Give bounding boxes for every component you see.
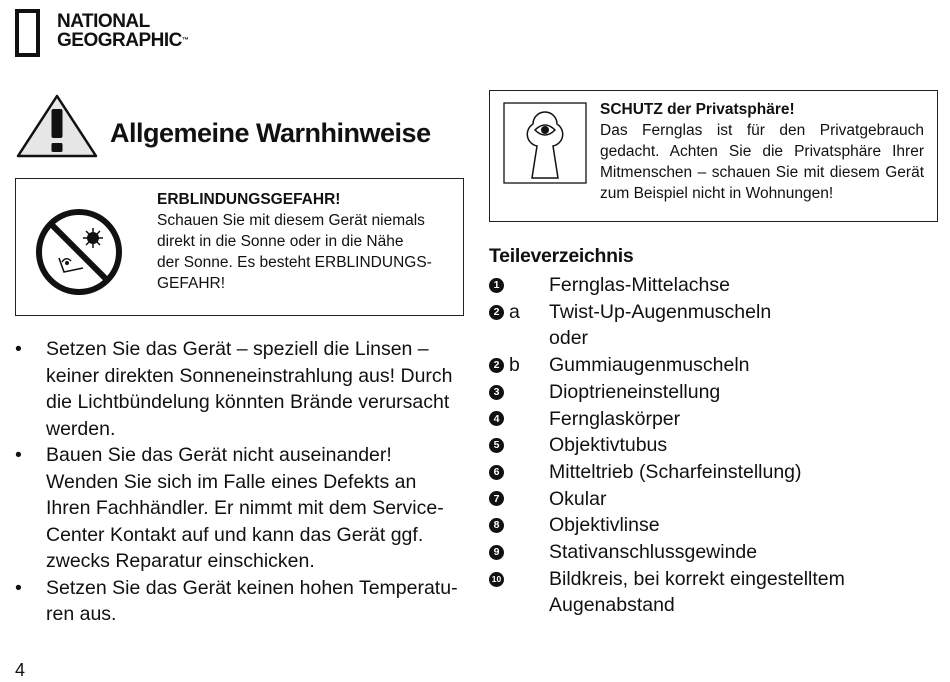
part-label: Fernglas-Mittelachse xyxy=(549,274,730,296)
part-label: Stativanschlussgewinde xyxy=(549,541,758,564)
privacy-notice-text: Das Fernglas ist für den Privatgebrauch gedacht. Achten Sie die Privatsphäre Ihrer Mitmenschen – schauen Sie mit diesem Gerät zum Beispiel nicht in Wohnungen! xyxy=(600,122,924,202)
privacy-notice-title: SCHUTZ der Privatsphäre! xyxy=(600,101,795,118)
list-item xyxy=(489,459,909,486)
blinding-warning-title: ERBLINDUNGSGEFAHR! xyxy=(157,191,341,208)
part-number xyxy=(489,325,545,352)
no-sun-viewing-icon xyxy=(33,206,125,298)
part-number-suffix: a xyxy=(509,300,520,323)
bullet-symbol: • xyxy=(15,576,22,599)
part-label: Objektivlinse xyxy=(549,514,660,537)
blinding-warning-line: GEFAHR! xyxy=(157,275,226,292)
bullet-text: Setzen Sie das Gerät – speziell die Linsen – keiner direkten Sonneneinstrahlung aus! Durch die Lichtbündelung könnten Brände verursacht werden. xyxy=(46,338,453,440)
part-number-badge: 8 xyxy=(489,518,504,533)
part-label: Gummiaugenmuscheln xyxy=(549,354,750,377)
list-item xyxy=(489,325,909,352)
part-number xyxy=(489,486,545,513)
part-number xyxy=(489,539,545,566)
list-item xyxy=(15,575,465,628)
part-number-badge: 6 xyxy=(489,465,504,480)
safety-bullet-list xyxy=(15,336,465,628)
warning-triangle-icon xyxy=(15,93,99,159)
part-number xyxy=(489,352,545,379)
part-number xyxy=(489,379,545,406)
part-label: Dioptrieneinstellung xyxy=(549,380,721,403)
part-number xyxy=(489,299,545,326)
bullet-symbol: • xyxy=(15,444,22,466)
part-number xyxy=(489,432,545,459)
blinding-warning-line: direkt in die Sonne oder in die Nähe xyxy=(157,233,404,250)
bullet-symbol: • xyxy=(15,338,22,360)
blinding-warning-line: der Sonne. Es besteht ERBLINDUNGS- xyxy=(157,254,432,271)
part-label: Okular xyxy=(549,487,607,510)
part-number-badge: 3 xyxy=(489,385,504,400)
part-number-badge: 2 xyxy=(489,305,504,320)
list-item xyxy=(489,432,909,459)
parts-list-title: Teileverzeichnis xyxy=(489,245,634,267)
list-item xyxy=(15,442,465,575)
part-label: Objektivtubus xyxy=(549,434,668,457)
part-number xyxy=(489,566,545,593)
part-label: Twist-Up-Augenmuscheln xyxy=(549,300,772,323)
part-label: Fernglaskörper xyxy=(549,407,681,430)
logo-line-1: NATIONAL xyxy=(57,11,150,32)
bullet-text: Setzen Sie das Gerät keinen hohen Temperatu-ren aus. xyxy=(46,576,458,625)
part-number xyxy=(489,406,545,433)
page-number: 4 xyxy=(15,660,26,680)
logo-line-2: GEOGRAPHIC™ xyxy=(57,30,189,51)
part-number xyxy=(489,272,545,299)
part-number-badge: 7 xyxy=(489,491,504,506)
section-heading: Allgemeine Warnhinweise xyxy=(110,118,431,148)
part-number-suffix: b xyxy=(509,354,520,377)
list-item xyxy=(489,539,909,566)
list-item xyxy=(489,486,909,513)
logo-frame-icon xyxy=(15,9,40,57)
part-number-badge: 4 xyxy=(489,411,504,426)
privacy-notice-content xyxy=(600,100,924,204)
part-number xyxy=(489,459,545,486)
bullet-text: Bauen Sie das Gerät nicht auseinander! Wenden Sie sich im Falle eines Defekts an Ihren Fachhändler. Er nimmt mit dem Service-Center Kontakt auf und kann das Gerät ggf. zwecks Reparatur einschicken. xyxy=(46,444,444,572)
part-number-badge: 9 xyxy=(489,545,504,560)
brand-logo xyxy=(57,12,188,50)
list-item xyxy=(489,272,909,299)
list-item xyxy=(489,299,909,326)
list-item xyxy=(489,352,909,379)
trademark: ™ xyxy=(181,37,189,44)
part-number-badge: 1 xyxy=(489,278,504,293)
part-number-badge: 2 xyxy=(489,358,504,373)
list-item xyxy=(489,406,909,433)
list-item xyxy=(489,566,909,619)
blinding-warning-line: Schauen Sie mit diesem Gerät niemals xyxy=(157,212,425,229)
list-item xyxy=(15,336,465,442)
list-item xyxy=(489,512,909,539)
parts-list xyxy=(489,272,909,619)
part-number-badge: 5 xyxy=(489,438,504,453)
part-number xyxy=(489,512,545,539)
part-label: Mitteltrieb (Scharfeinstellung) xyxy=(549,460,802,483)
privacy-keyhole-eye-icon xyxy=(503,102,587,184)
part-label: oder xyxy=(549,327,589,350)
list-item xyxy=(489,379,909,406)
blinding-warning-content xyxy=(157,190,457,294)
part-label: Bildkreis, bei korrekt eingestelltem Augenabstand xyxy=(549,567,845,617)
part-number-badge: 10 xyxy=(489,572,504,587)
